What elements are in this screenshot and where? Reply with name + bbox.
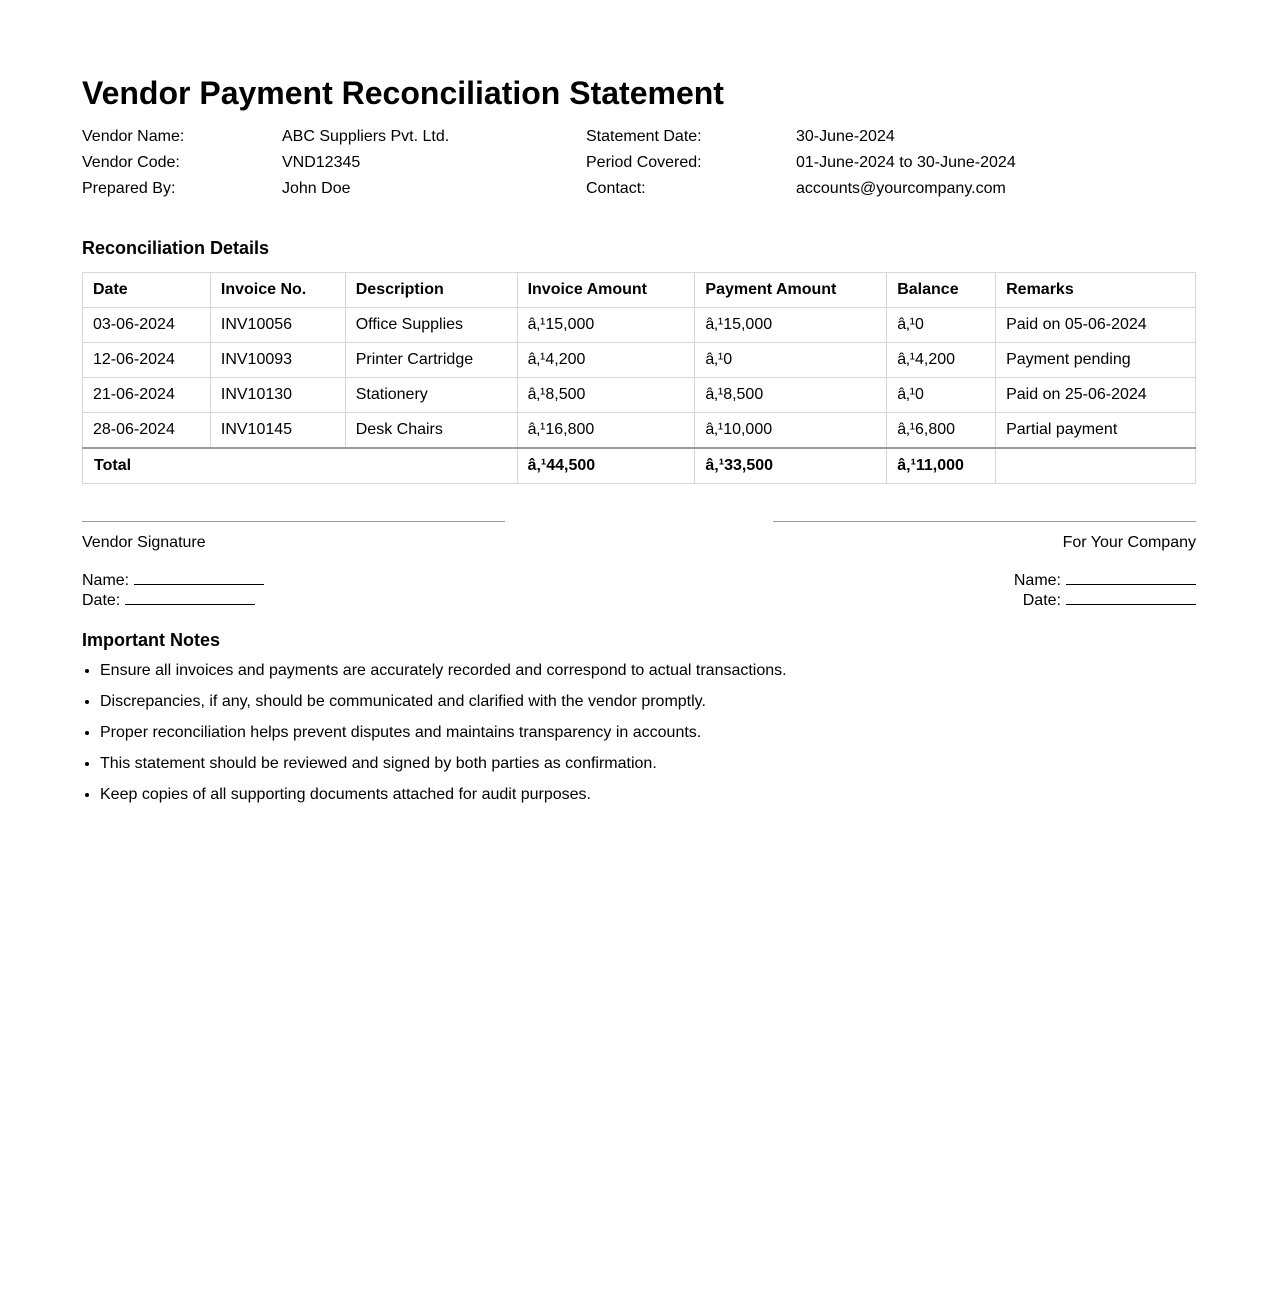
meta-label: Contact:	[586, 180, 646, 197]
column-header-invoice-amount: Invoice Amount	[517, 273, 695, 308]
cell-remarks: Partial payment	[996, 413, 1196, 449]
statement-meta	[82, 126, 1196, 204]
column-header-balance: Balance	[887, 273, 996, 308]
cell-remarks: Paid on 25-06-2024	[996, 378, 1196, 413]
company-name-field	[1014, 570, 1196, 590]
total-invoice-amount: â‚¹44,500	[517, 448, 695, 484]
meta-label: Statement Date:	[586, 128, 702, 145]
meta-row	[82, 152, 1196, 178]
cell-invoice-no: INV10130	[210, 378, 345, 413]
list-item: • Discrepancies, if any, should be communicated and clarified with the vendor promptly.	[100, 691, 787, 722]
cell-description: Stationery	[345, 378, 517, 413]
cell-date: 28-06-2024	[83, 413, 211, 449]
date-label: Date:	[1022, 592, 1061, 609]
contact-email-value: accounts@yourcompany.com	[796, 180, 1006, 197]
page-title: Vendor Payment Reconciliation Statement	[82, 75, 724, 111]
date-blank	[1066, 590, 1196, 605]
prepared-by-value: John Doe	[282, 180, 351, 197]
cell-date: 03-06-2024	[83, 308, 211, 343]
company-signature-fields	[1014, 570, 1196, 610]
table-row	[83, 378, 1196, 413]
list-item: • Keep copies of all supporting documents attached for audit purposes.	[100, 784, 787, 815]
list-item: • This statement should be reviewed and signed by both parties as confirmation.	[100, 753, 787, 784]
period-covered-value: 01-June-2024 to 30-June-2024	[796, 154, 1016, 171]
table-header-row	[83, 273, 1196, 308]
cell-balance: â‚¹4,200	[887, 343, 996, 378]
meta-label: Vendor Code:	[82, 154, 180, 171]
total-remarks	[996, 448, 1196, 484]
company-date-field	[1014, 590, 1196, 610]
list-item: • Ensure all invoices and payments are accurately recorded and correspond to actual transactions.	[100, 660, 787, 691]
column-header-invoice-no: Invoice No.	[210, 273, 345, 308]
total-payment-amount: â‚¹33,500	[695, 448, 887, 484]
total-label: Total	[83, 448, 518, 484]
date-label: Date:	[82, 592, 121, 609]
table-row	[83, 343, 1196, 378]
meta-row	[82, 178, 1196, 204]
vendor-code-value: VND12345	[282, 154, 361, 171]
statement-date-value: 30-June-2024	[796, 128, 895, 145]
vendor-signature-fields	[82, 570, 264, 610]
reconciliation-table	[82, 272, 1196, 484]
cell-balance: â‚¹0	[887, 378, 996, 413]
notes-list	[82, 660, 787, 815]
cell-balance: â‚¹6,800	[887, 413, 996, 449]
cell-invoice-no: INV10056	[210, 308, 345, 343]
cell-invoice-no: INV10093	[210, 343, 345, 378]
vendor-signature-label: Vendor Signature	[82, 534, 206, 551]
vendor-date-field	[82, 590, 264, 610]
meta-row	[82, 126, 1196, 152]
meta-label: Vendor Name:	[82, 128, 185, 145]
meta-label: Prepared By:	[82, 180, 176, 197]
name-blank	[1066, 570, 1196, 585]
vendor-name-value: ABC Suppliers Pvt. Ltd.	[282, 128, 450, 145]
cell-remarks: Payment pending	[996, 343, 1196, 378]
cell-invoice-amount: â‚¹16,800	[517, 413, 695, 449]
name-blank	[134, 570, 264, 585]
column-header-remarks: Remarks	[996, 273, 1196, 308]
cell-payment-amount: â‚¹10,000	[695, 413, 887, 449]
cell-date: 21-06-2024	[83, 378, 211, 413]
company-signature-label: For Your Company	[1062, 534, 1196, 551]
cell-invoice-no: INV10145	[210, 413, 345, 449]
date-blank	[125, 590, 255, 605]
cell-description: Office Supplies	[345, 308, 517, 343]
company-signature-line	[773, 521, 1196, 522]
total-balance: â‚¹11,000	[887, 448, 996, 484]
list-item: • Proper reconciliation helps prevent disputes and maintains transparency in accounts.	[100, 722, 787, 753]
cell-payment-amount: â‚¹8,500	[695, 378, 887, 413]
cell-invoice-amount: â‚¹15,000	[517, 308, 695, 343]
notes-heading: Important Notes	[82, 630, 221, 650]
vendor-name-field	[82, 570, 264, 590]
meta-label: Period Covered:	[586, 154, 702, 171]
table-total-row	[83, 448, 1196, 484]
cell-invoice-amount: â‚¹8,500	[517, 378, 695, 413]
name-label: Name:	[1013, 572, 1061, 589]
cell-description: Printer Cartridge	[345, 343, 517, 378]
cell-remarks: Paid on 05-06-2024	[996, 308, 1196, 343]
cell-date: 12-06-2024	[83, 343, 211, 378]
vendor-signature-line	[82, 521, 505, 522]
cell-invoice-amount: â‚¹4,200	[517, 343, 695, 378]
column-header-date: Date	[83, 273, 211, 308]
column-header-payment-amount: Payment Amount	[695, 273, 887, 308]
cell-payment-amount: â‚¹15,000	[695, 308, 887, 343]
cell-payment-amount: â‚¹0	[695, 343, 887, 378]
reconciliation-heading: Reconciliation Details	[82, 238, 270, 258]
name-label: Name:	[82, 572, 130, 589]
table-row	[83, 413, 1196, 449]
cell-description: Desk Chairs	[345, 413, 517, 449]
table-row	[83, 308, 1196, 343]
cell-balance: â‚¹0	[887, 308, 996, 343]
column-header-description: Description	[345, 273, 517, 308]
